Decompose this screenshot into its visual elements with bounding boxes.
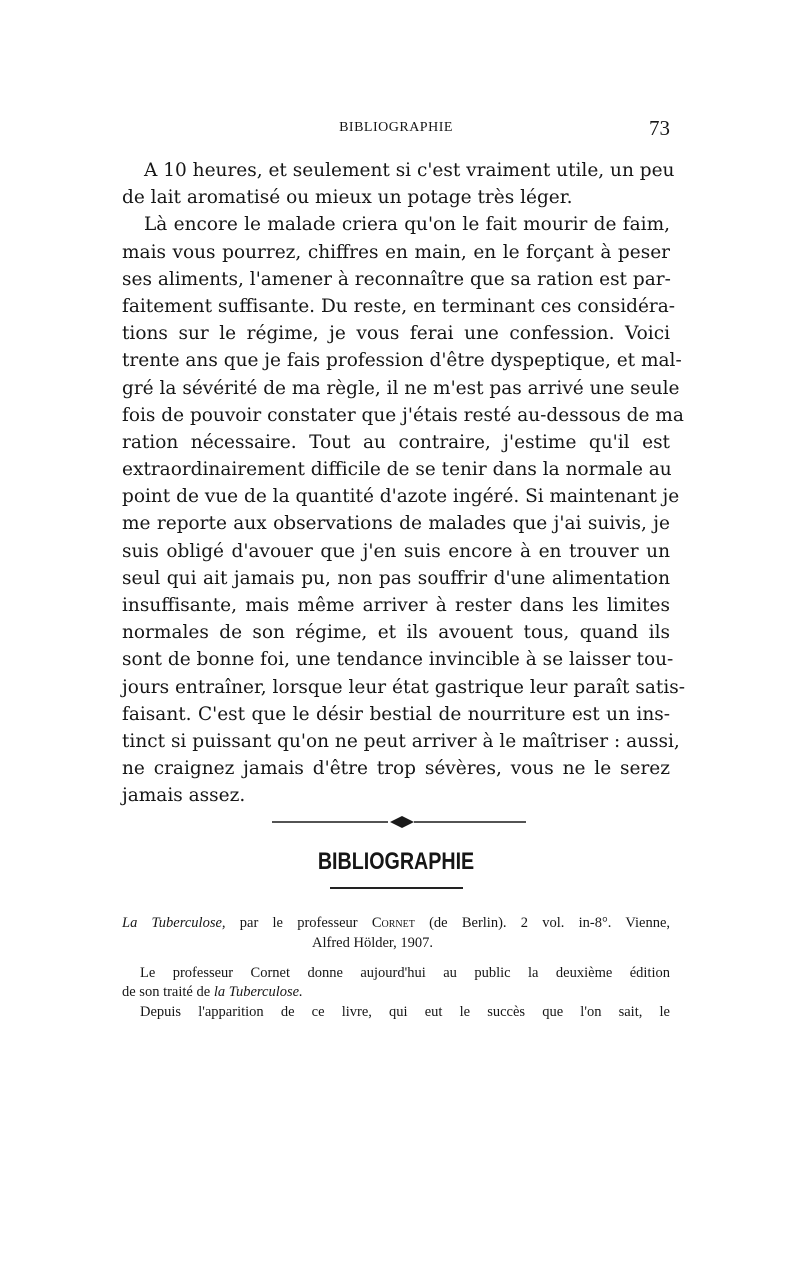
- citation-publisher: Alfred Hölder, 1907.: [312, 934, 434, 951]
- citation-by: par le professeur: [225, 915, 372, 931]
- body-line: tinct si puissant qu'on ne peut arriver à le maîtriser : aussi,: [122, 730, 680, 752]
- body-line: seul qui ait jamais pu, non pas souffrir d'une alimentation: [122, 567, 670, 589]
- review-book-title: la Tuberculose.: [213, 984, 303, 1001]
- body-line: mais vous pourrez, chiffres en main, en le forçant à peser: [122, 241, 670, 263]
- page-number: 73: [649, 116, 670, 140]
- review-line-prefix: de son traité de: [122, 984, 214, 1001]
- citation-title: La Tuberculose,: [122, 915, 226, 931]
- citation-line: [122, 914, 670, 934]
- body-line: trente ans que je fais profession d'être dyspeptique, et mal-: [122, 350, 682, 372]
- body-line: extraordinairement difficile de se tenir dans la normale au: [122, 459, 672, 481]
- body-line: ration nécessaire. Tout au contraire, j'estime qu'il est: [122, 431, 670, 453]
- book-review: [122, 914, 670, 1023]
- running-head: [122, 118, 670, 144]
- body-line: faitement suffisante. Du reste, en terminant ces considéra-: [122, 295, 676, 317]
- body-line: ses aliments, l'amener à reconnaître que sa ration est par-: [122, 268, 671, 290]
- body-line: me reporte aux observations de malades que j'ai suivis, je: [122, 513, 670, 535]
- ornament-divider: [272, 815, 526, 829]
- review-line: Depuis l'apparition de ce livre, qui eut le succès que l'on sait, le: [140, 1004, 670, 1021]
- body-line: gré la sévérité de ma règle, il ne m'est pas arrivé une seule: [122, 377, 680, 399]
- body-line: jamais assez.: [122, 785, 246, 807]
- body-line: A 10 heures, et seulement si c'est vraiment utile, un peu: [144, 160, 675, 181]
- review-line: [122, 983, 670, 1003]
- body-line: ne craignez jamais d'être trop sévères, vous ne le serez: [122, 758, 670, 780]
- body-line: faisant. C'est que le désir bestial de nourriture est un ins-: [122, 703, 670, 725]
- heading-rule: [330, 887, 463, 889]
- body-line: point de vue de la quantité d'azote ingéré. Si maintenant je: [122, 486, 680, 508]
- body-line: fois de pouvoir constater que j'étais resté au-dessous de ma: [122, 404, 684, 426]
- body-line: de lait aromatisé ou mieux un potage très léger.: [122, 187, 573, 209]
- section-heading: BIBLIOGRAPHIE: [317, 848, 475, 875]
- body-text: [122, 157, 685, 810]
- body-line: suis obligé d'avouer que j'en suis encore à en trouver un: [122, 540, 670, 562]
- body-line: tions sur le régime, je vous ferai une confession. Voici: [122, 323, 670, 345]
- body-line: jours entraîner, lorsque leur état gastrique leur paraît satis-: [122, 676, 685, 698]
- body-line: insuffisante, mais même arriver à rester dans les limites: [122, 595, 670, 616]
- citation-rest: (de Berlin). 2 vol. in-8°. Vienne,: [414, 915, 671, 931]
- body-line: Là encore le malade criera qu'on le fait mourir de faim,: [144, 214, 670, 236]
- review-line: Le professeur Cornet donne aujourd'hui au public la deuxième édition: [140, 964, 670, 981]
- body-line: sont de bonne foi, une tendance invincible à se laisser tou-: [122, 649, 674, 671]
- citation-author: Cornet: [371, 915, 415, 931]
- running-title: BIBLIOGRAPHIE: [339, 120, 453, 135]
- body-line: normales de son régime, et ils avouent tous, quand ils: [122, 622, 670, 644]
